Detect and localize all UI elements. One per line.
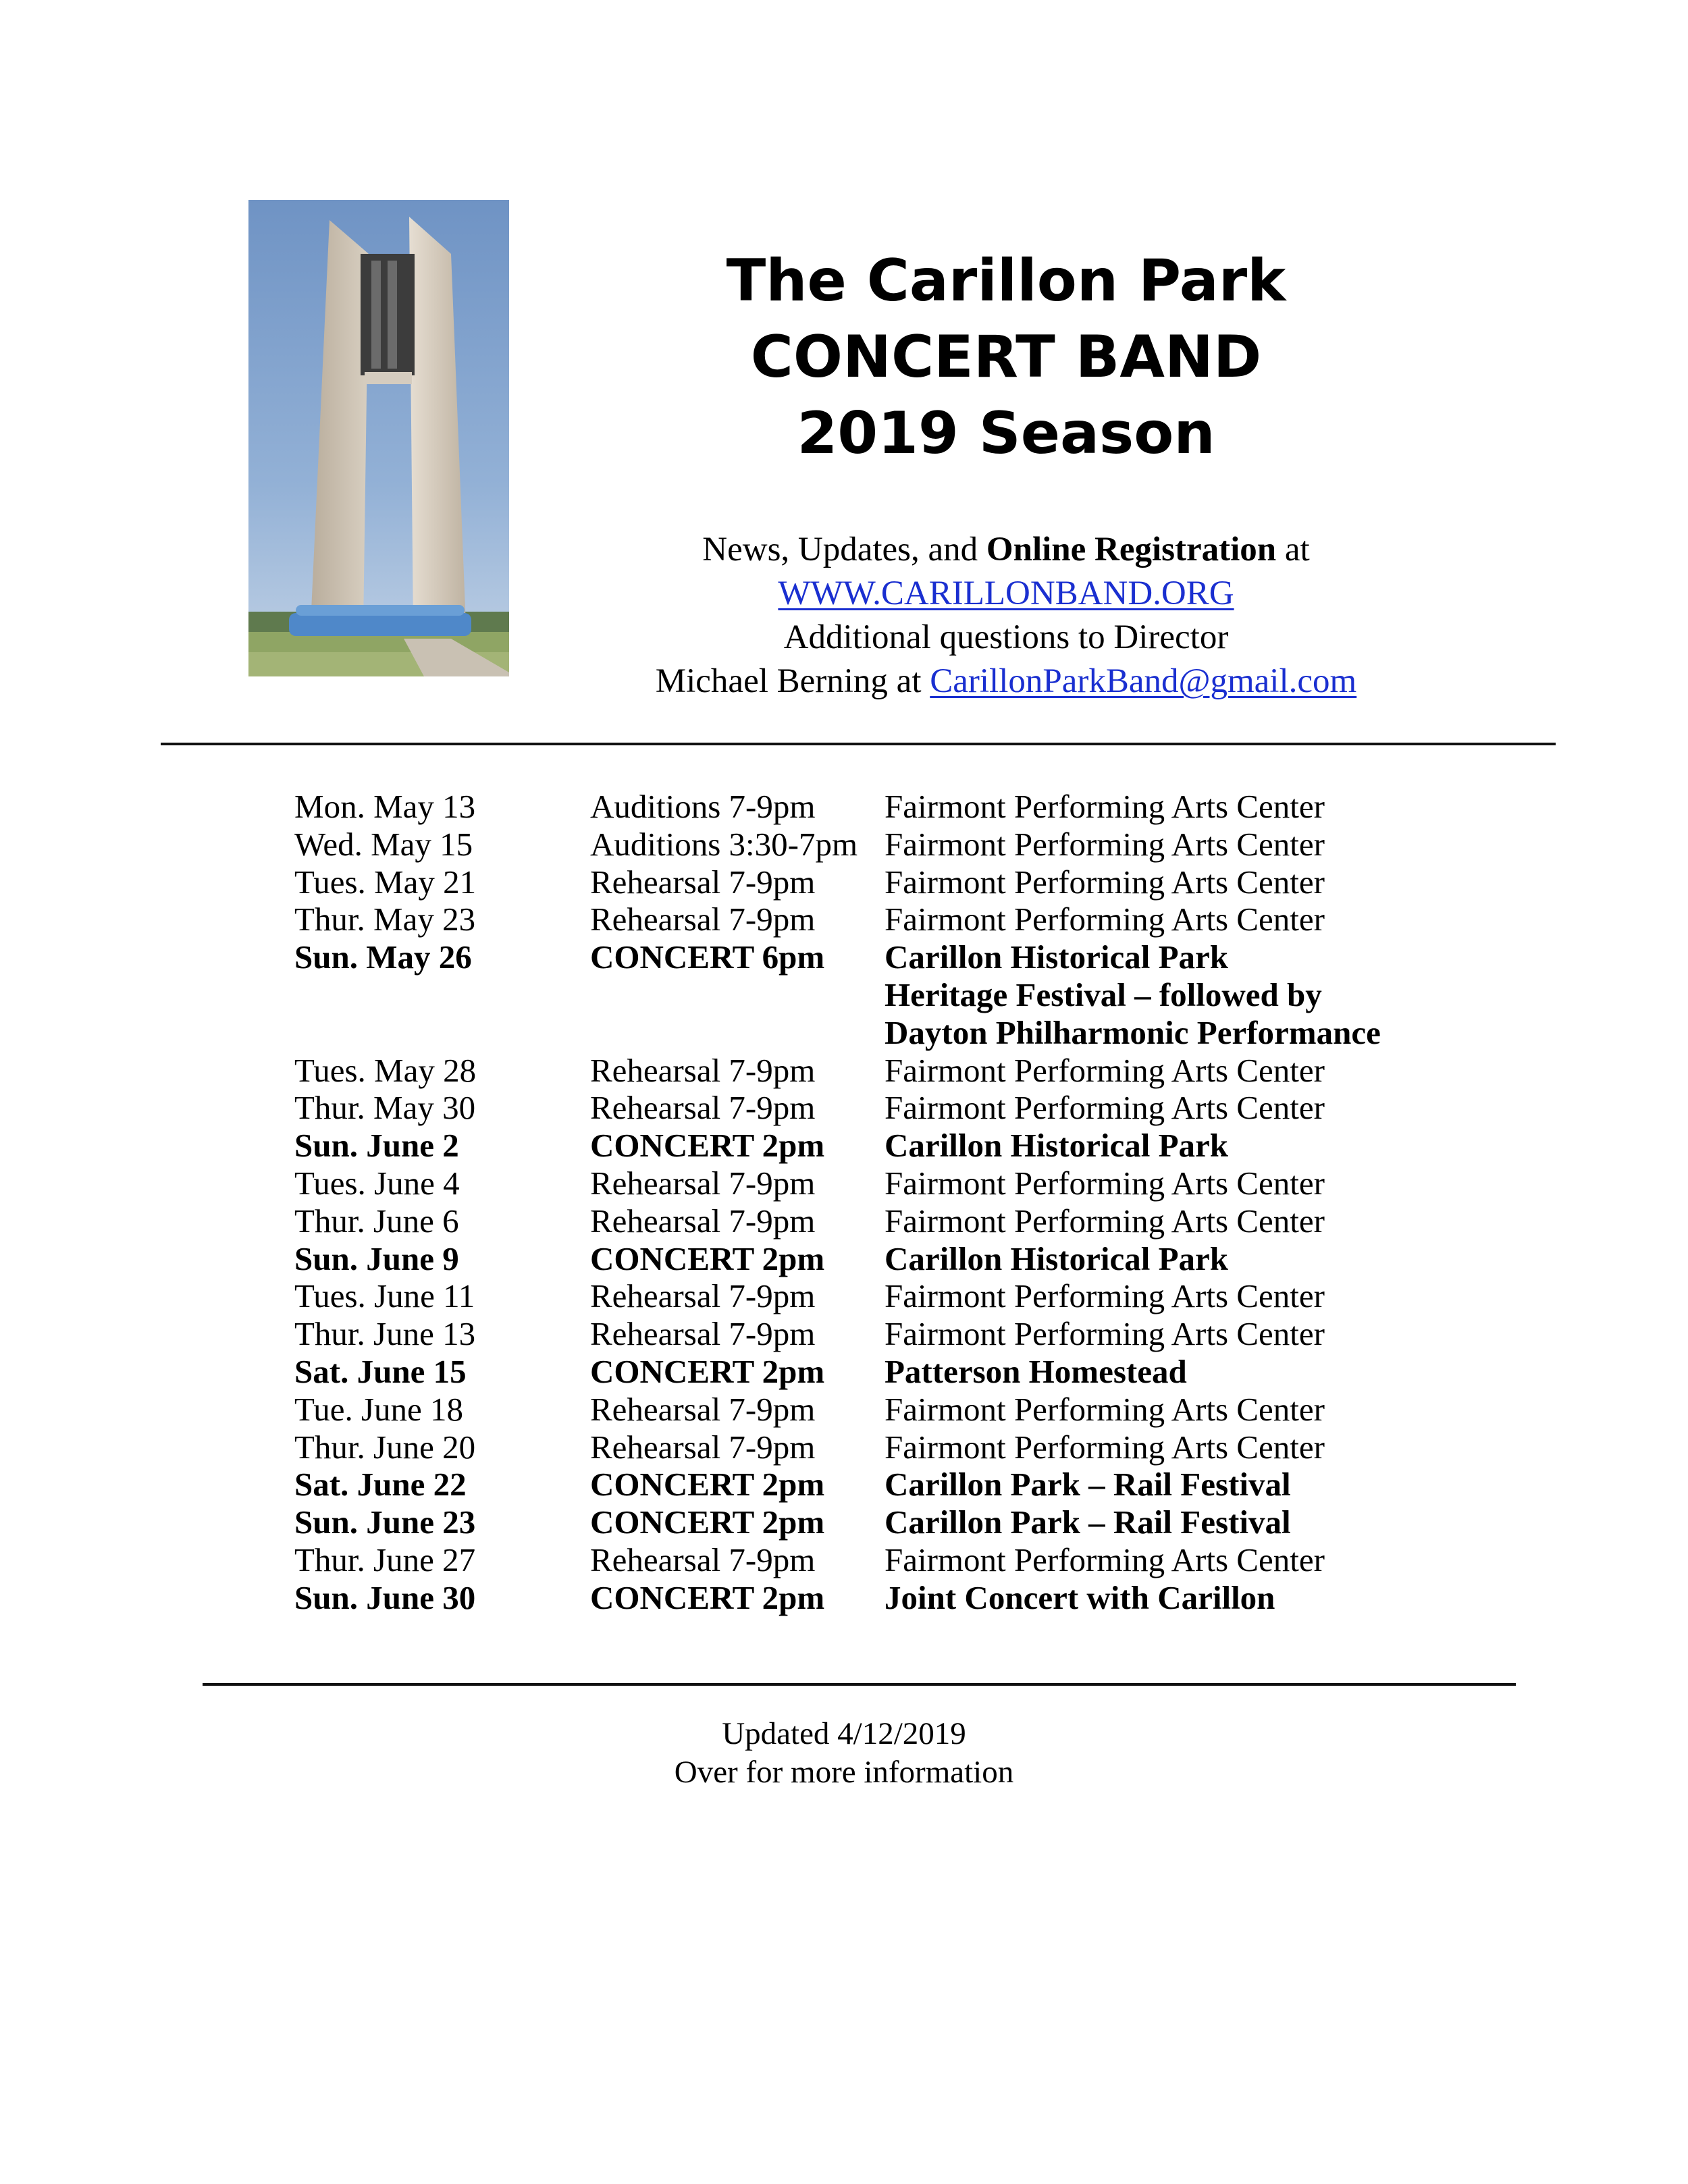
schedule-date: Thur. May 23 [294, 901, 476, 938]
schedule-location: Heritage Festival – followed by [885, 976, 1322, 1013]
schedule-date: Sun. June 2 [294, 1127, 459, 1165]
schedule-date: Sun. June 23 [294, 1503, 476, 1541]
bottom-divider [203, 1683, 1516, 1686]
schedule-event: Rehearsal 7-9pm [590, 901, 816, 938]
schedule-event: Rehearsal 7-9pm [590, 1202, 816, 1240]
schedule-date: Tue. June 18 [294, 1390, 464, 1428]
schedule-event: Rehearsal 7-9pm [590, 1390, 816, 1428]
schedule-row [294, 938, 1510, 976]
schedule-date: Sun. May 26 [294, 938, 472, 976]
schedule-date: Tues. May 21 [294, 863, 477, 901]
schedule-event: CONCERT 2pm [590, 1466, 825, 1503]
carillon-tower-photo [248, 200, 509, 676]
schedule-location: Fairmont Performing Arts Center [885, 901, 1325, 938]
schedule-date: Mon. May 13 [294, 788, 476, 825]
updated-date: Updated 4/12/2019 [722, 1716, 966, 1751]
schedule-row [294, 976, 1510, 1014]
schedule-location: Carillon Historical Park [885, 1240, 1228, 1277]
online-registration-label: Online Registration [986, 531, 1277, 568]
info-line-1 [581, 528, 1431, 572]
schedule-location: Fairmont Performing Arts Center [885, 825, 1325, 863]
schedule-event: CONCERT 2pm [590, 1240, 825, 1277]
title-line-1: The Carillon Park [726, 247, 1286, 315]
schedule-location: Fairmont Performing Arts Center [885, 1428, 1325, 1466]
schedule-location: Carillon Historical Park [885, 1127, 1228, 1165]
schedule-date: Thur. May 30 [294, 1089, 476, 1127]
schedule-location: Fairmont Performing Arts Center [885, 1202, 1325, 1240]
schedule-date: Sun. June 30 [294, 1578, 476, 1616]
schedule-row [294, 1466, 1510, 1503]
schedule-date: Thur. June 20 [294, 1428, 476, 1466]
schedule-date: Wed. May 15 [294, 825, 473, 863]
info-line-3: Additional questions to Director [783, 618, 1229, 656]
schedule-location: Fairmont Performing Arts Center [885, 1051, 1325, 1089]
schedule-row [294, 901, 1510, 938]
title-line-3: 2019 Season [797, 400, 1215, 467]
schedule-location: Patterson Homestead [885, 1352, 1187, 1390]
schedule-location: Carillon Park – Rail Festival [885, 1466, 1291, 1503]
schedule-event: Rehearsal 7-9pm [590, 1315, 816, 1353]
schedule-row [294, 1429, 1510, 1466]
schedule-row [294, 1165, 1510, 1202]
page-title [594, 243, 1418, 472]
tower-illustration [248, 200, 509, 676]
schedule-event: Rehearsal 7-9pm [590, 1164, 816, 1202]
schedule-location: Fairmont Performing Arts Center [885, 1390, 1325, 1428]
website-link[interactable]: WWW.CARILLONBAND.ORG [778, 575, 1234, 612]
schedule-date: Thur. June 13 [294, 1315, 476, 1353]
footer [405, 1715, 1283, 1792]
top-divider [161, 743, 1556, 745]
schedule-event: CONCERT 2pm [590, 1352, 825, 1390]
more-info-note: Over for more information [674, 1755, 1014, 1790]
schedule-event: Auditions 7-9pm [590, 788, 816, 825]
schedule-row [294, 1579, 1510, 1617]
schedule-date: Sat. June 15 [294, 1352, 467, 1390]
schedule-event: CONCERT 2pm [590, 1578, 825, 1616]
schedule-row [294, 1277, 1510, 1315]
schedule-row [294, 1315, 1510, 1353]
director-label: Michael Berning at [655, 662, 930, 700]
schedule-date: Sat. June 22 [294, 1466, 467, 1503]
schedule-row [294, 1503, 1510, 1541]
schedule-row [294, 1541, 1510, 1579]
info-block [581, 528, 1431, 703]
schedule-location: Fairmont Performing Arts Center [885, 788, 1325, 825]
schedule-date: Thur. June 27 [294, 1541, 476, 1578]
schedule-location: Joint Concert with Carillon [885, 1578, 1275, 1616]
schedule-event: Rehearsal 7-9pm [590, 863, 816, 901]
schedule-location: Fairmont Performing Arts Center [885, 1315, 1325, 1353]
schedule-row [294, 826, 1510, 863]
schedule-location: Dayton Philharmonic Performance [885, 1013, 1381, 1051]
schedule-event: Rehearsal 7-9pm [590, 1541, 816, 1578]
info-line-4 [581, 660, 1431, 703]
schedule-event: Rehearsal 7-9pm [590, 1428, 816, 1466]
info-line-1-prefix: News, Updates, and [702, 531, 986, 568]
title-line-2: CONCERT BAND [750, 323, 1262, 391]
schedule-event: Rehearsal 7-9pm [590, 1089, 816, 1127]
schedule-location: Fairmont Performing Arts Center [885, 1541, 1325, 1578]
schedule-event: CONCERT 2pm [590, 1127, 825, 1165]
schedule-location: Carillon Historical Park [885, 938, 1228, 976]
schedule-date: Tues. May 28 [294, 1051, 477, 1089]
info-line-1-suffix: at [1276, 531, 1310, 568]
schedule-event: Rehearsal 7-9pm [590, 1277, 816, 1315]
schedule-location: Fairmont Performing Arts Center [885, 1089, 1325, 1127]
schedule-row [294, 1089, 1510, 1127]
schedule-row [294, 1391, 1510, 1429]
schedule-row [294, 863, 1510, 901]
schedule-event: Auditions 3:30-7pm [590, 825, 858, 863]
schedule-event: CONCERT 6pm [590, 938, 825, 976]
schedule-location: Fairmont Performing Arts Center [885, 863, 1325, 901]
schedule-date: Sun. June 9 [294, 1240, 459, 1277]
schedule-row [294, 788, 1510, 826]
schedule-row [294, 1052, 1510, 1090]
schedule-row [294, 1127, 1510, 1165]
schedule-row [294, 1202, 1510, 1240]
schedule-date: Tues. June 4 [294, 1164, 460, 1202]
schedule-location: Carillon Park – Rail Festival [885, 1503, 1291, 1541]
schedule-event: CONCERT 2pm [590, 1503, 825, 1541]
schedule-row [294, 1014, 1510, 1052]
schedule-event: Rehearsal 7-9pm [590, 1051, 816, 1089]
schedule-location: Fairmont Performing Arts Center [885, 1164, 1325, 1202]
schedule-date: Thur. June 6 [294, 1202, 459, 1240]
schedule-location: Fairmont Performing Arts Center [885, 1277, 1325, 1315]
email-link[interactable]: CarillonParkBand@gmail.com [930, 662, 1357, 700]
schedule-row [294, 1353, 1510, 1391]
schedule-row [294, 1240, 1510, 1278]
schedule-table [294, 788, 1510, 1617]
schedule-date: Tues. June 11 [294, 1277, 475, 1315]
